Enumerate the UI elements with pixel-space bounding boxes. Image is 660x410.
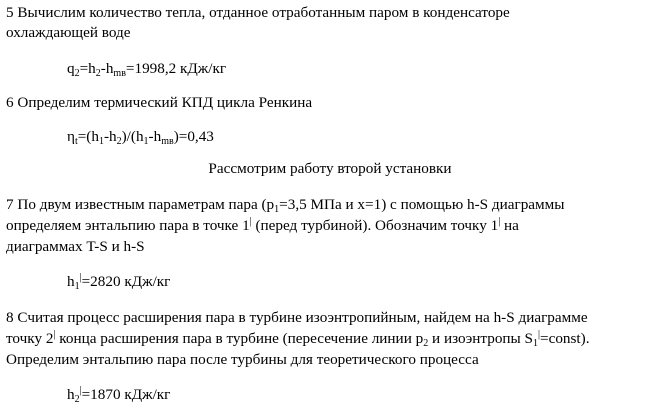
step7-text-line2 bbox=[6, 217, 519, 235]
text-superscript: | bbox=[53, 329, 56, 340]
formula-result: =2820 кДж/кг bbox=[81, 273, 171, 290]
formula-subscript: 1 bbox=[98, 136, 104, 147]
step6-formula bbox=[67, 128, 214, 146]
text-subscript: 2 bbox=[423, 338, 429, 349]
formula-subscript: 2 bbox=[74, 394, 80, 405]
text-superscript: | bbox=[498, 216, 501, 227]
formula-superscript: | bbox=[79, 272, 82, 283]
step5-text-line1: 5 Вычислим количество тепла, отданное отработанным паром в конденсаторе bbox=[6, 4, 510, 21]
step7-text-line1 bbox=[6, 196, 564, 214]
text-run: на bbox=[500, 217, 519, 234]
formula-subscript: 1 bbox=[74, 281, 80, 292]
text-superscript: | bbox=[538, 329, 541, 340]
formula-symbol: h bbox=[67, 273, 75, 290]
formula-symbol: h bbox=[67, 386, 75, 403]
formula-result: =1870 кДж/кг bbox=[81, 386, 171, 403]
formula-subscript: 2 bbox=[74, 68, 80, 79]
formula-subscript: 1 bbox=[143, 136, 149, 147]
text-run: точку 2 bbox=[6, 330, 54, 347]
step8-text-line2 bbox=[6, 330, 590, 348]
formula-symbol: η bbox=[67, 128, 75, 145]
step7-text-line3: диаграммах T-S и h-S bbox=[6, 238, 145, 255]
step5-text-line2: охлаждающей воде bbox=[6, 24, 131, 41]
formula-part: -h bbox=[100, 60, 114, 77]
step5-formula bbox=[67, 60, 226, 78]
step6-text-line1: 6 Определим термический КПД цикла Ренкина bbox=[6, 94, 313, 111]
text-run: =const). bbox=[540, 330, 590, 347]
text-superscript: | bbox=[249, 216, 252, 227]
formula-symbol: q bbox=[67, 60, 75, 77]
text-run: (перед турбиной). Обозначим точку 1 bbox=[251, 217, 499, 234]
formula-part: =(h bbox=[77, 128, 99, 145]
formula-result: )=0,43 bbox=[173, 128, 214, 145]
step8-formula bbox=[67, 386, 170, 404]
formula-part: =h bbox=[79, 60, 96, 77]
text-run: =3,5 МПа и x=1) с помощью h-S диаграммы bbox=[279, 196, 565, 213]
formula-subscript: t bbox=[74, 136, 78, 147]
formula-subscript: mв bbox=[113, 68, 126, 79]
step8-text-line3: Определим энтальпию пара после турбины для теоретического процесса bbox=[6, 351, 479, 368]
formula-subscript: mв bbox=[161, 136, 174, 147]
section-heading: Рассмотрим работу второй установки bbox=[208, 160, 452, 177]
formula-result: =1998,2 кДж/кг bbox=[125, 60, 227, 77]
text-run: конца расширения пара в турбине (пересечение линии p bbox=[55, 330, 424, 347]
formula-subscript: 2 bbox=[116, 136, 122, 147]
text-run: 7 По двум известным параметрам пара (p bbox=[6, 196, 275, 213]
formula-part: -h bbox=[103, 128, 117, 145]
formula-part: )/(h bbox=[121, 128, 144, 145]
step7-formula bbox=[67, 273, 170, 291]
text-run: определяем энтальпию пара в точке 1 bbox=[6, 217, 250, 234]
formula-subscript: 2 bbox=[95, 68, 101, 79]
formula-part: -h bbox=[148, 128, 162, 145]
text-run: и изоэнтропы S bbox=[428, 330, 533, 347]
formula-superscript: | bbox=[79, 385, 82, 396]
step8-text-line1: 8 Считая процесс расширения пара в турбине изоэнтропийным, найдем на h-S диаграмме bbox=[6, 309, 588, 326]
text-subscript: 1 bbox=[274, 204, 280, 215]
text-subscript: 1 bbox=[533, 338, 538, 349]
